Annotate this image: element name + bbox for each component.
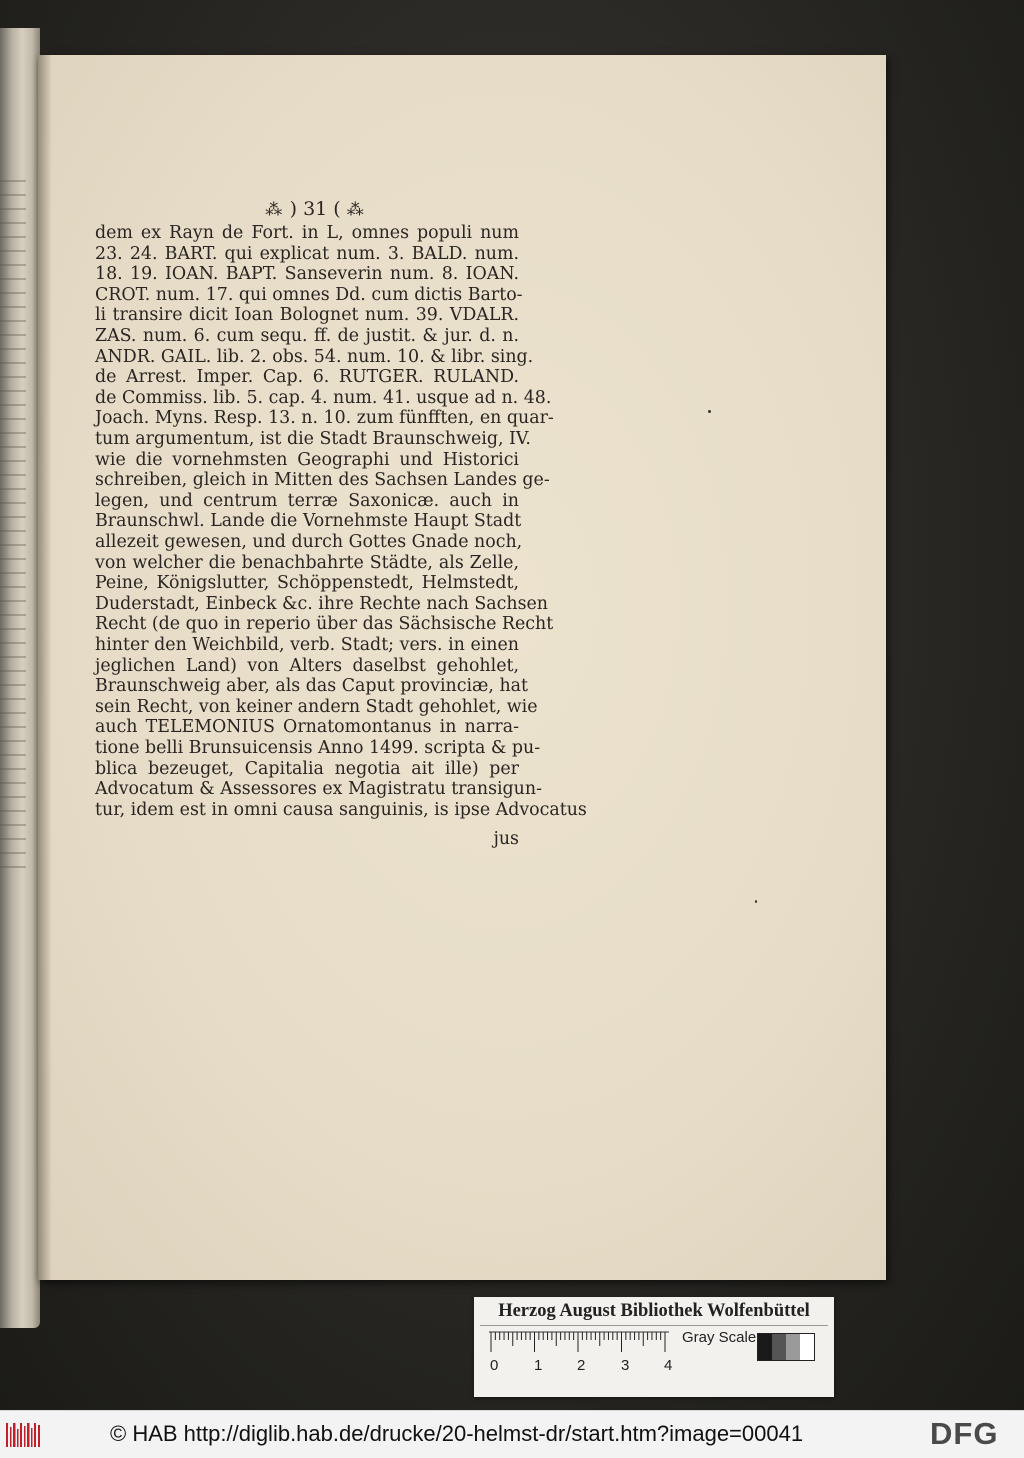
ruler-numbers	[484, 1357, 674, 1377]
card-divider	[480, 1325, 828, 1326]
text-line: legen, und centrum terræ Saxonicæ. auch in	[95, 490, 519, 511]
dfg-logo: DFG	[930, 1416, 999, 1451]
text-line: schreiben, gleich in Mitten des Sachsen Landes ge-	[95, 470, 550, 491]
swatch-light-gray	[786, 1334, 800, 1360]
text-line: 18. 19. IOAN. BAPT. Sanseverin num. 8. IOAN.	[95, 264, 519, 285]
text-line: 23. 24. BART. qui explicat num. 3. BALD. num.	[95, 243, 519, 264]
text-line: blica bezeuget, Capitalia negotia ait ille) per	[95, 758, 519, 779]
swatch-white	[800, 1334, 814, 1360]
ruler-number-4: 4	[664, 1357, 673, 1374]
page-gutter-shadow	[38, 55, 52, 1280]
text-line: wie die vornehmsten Geographi und Historici	[95, 449, 519, 470]
ornament-left: ⁂	[265, 200, 290, 220]
ruler-number-0: 0	[490, 1357, 499, 1374]
color-reference-card	[474, 1297, 834, 1397]
text-line: hinter den Weichbild, verb. Stadt; vers. in einen	[95, 635, 519, 655]
text-line: Duderstadt, Einbeck &c. ihre Rechte nach Sachsen	[95, 593, 549, 614]
copyright-url[interactable]: © HAB http://diglib.hab.de/drucke/20-helmst-dr/start.htm?image=00041	[110, 1421, 804, 1446]
text-line: dem ex Rayn de Fort. in L, omnes populi num	[95, 223, 519, 243]
text-line: auch TELEMONIUS Ornatomontanus in narra-	[95, 717, 519, 738]
catchword: jus	[493, 829, 519, 849]
text-line: allezeit gewesen, und durch Gottes Gnade noch,	[95, 532, 523, 552]
page-number: ) 31 (	[289, 198, 341, 220]
paper-speck	[708, 410, 711, 413]
ruler-number-1: 1	[534, 1357, 543, 1374]
text-line: Advocatum & Assessores ex Magistratu transigun-	[95, 779, 542, 800]
text-line: li transire dicit Ioan Bolognet num. 39. VDALR.	[95, 305, 519, 326]
ruler-number-2: 2	[577, 1357, 586, 1374]
text-line: sein Recht, von keiner andern Stadt gehohlet, wie	[95, 696, 538, 717]
text-line: von welcher die benachbahrte Städte, als Zelle,	[95, 552, 519, 573]
viewer-footer	[0, 1410, 1024, 1458]
text-line: Recht (de quo in reperio über das Sächsische Recht	[95, 614, 554, 635]
running-header	[215, 196, 415, 222]
text-line: Joach. Myns. Resp. 13. n. 10. zum fünfften, en quar-	[95, 408, 554, 429]
text-line: tum argumentum, ist die Stadt Braunschweig, IV.	[95, 429, 531, 449]
text-line: de Arrest. Imper. Cap. 6. RUTGER. RULAND.	[95, 367, 519, 388]
swatch-black	[758, 1334, 772, 1360]
library-name: Herzog August Bibliothek Wolfenbüttel	[498, 1301, 810, 1321]
text-line: de Commiss. lib. 5. cap. 4. num. 41. usque ad n. 48.	[95, 387, 552, 408]
measurement-ruler	[489, 1331, 669, 1355]
ornament-right: ⁂	[346, 200, 365, 220]
ruler-number-3: 3	[621, 1357, 630, 1374]
previous-page-bleed	[0, 180, 26, 880]
swatch-dark-gray	[772, 1334, 786, 1360]
text-line: Braunschweig aber, als das Caput provinciæ, hat	[95, 676, 528, 697]
text-line: ANDR. GAIL. lib. 2. obs. 54. num. 10. & libr. sing.	[95, 346, 534, 367]
text-line: tur, idem est in omni causa sanguinis, is ipse Advocatus	[95, 799, 587, 820]
paper-speck	[755, 900, 757, 903]
text-line: CROT. num. 17. qui omnes Dd. cum dictis Barto-	[95, 284, 523, 305]
gray-scale-label: Gray Scale	[682, 1329, 757, 1346]
gray-scale-swatch	[757, 1333, 815, 1361]
text-line: Peine, Königslutter, Schöppenstedt, Helmstedt,	[95, 573, 519, 594]
text-line: Braunschwl. Lande die Vornehmste Haupt Stadt	[95, 511, 522, 532]
text-line: jeglichen Land) von Alters daselbst gehohlet,	[95, 655, 519, 676]
text-line: ZAS. num. 6. cum sequ. ff. de justit. & jur. d. n.	[95, 326, 519, 346]
text-line: tione belli Brunsuicensis Anno 1499. scripta & pu-	[95, 738, 541, 758]
barcode-icon	[6, 1421, 42, 1449]
